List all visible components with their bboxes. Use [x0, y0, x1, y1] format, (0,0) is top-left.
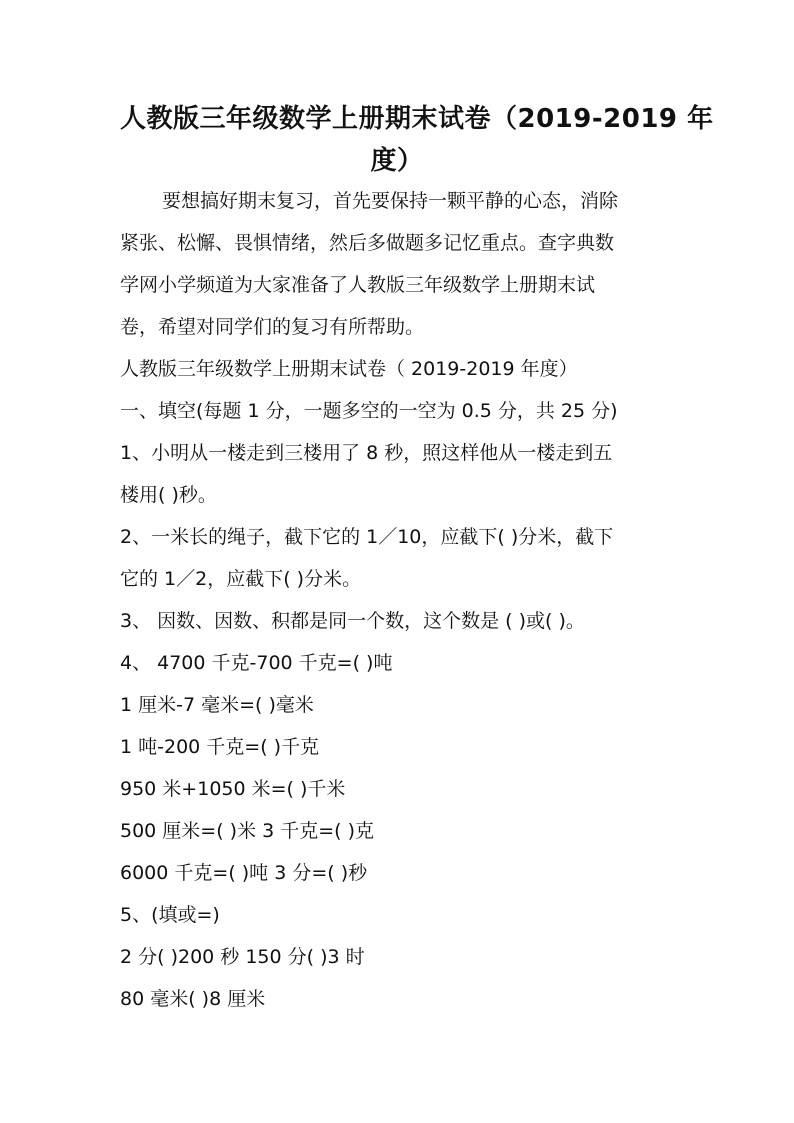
- question-5-heading: 5、(填或=): [120, 904, 220, 926]
- intro-paragraph-line-2: 紧张、松懈、畏惧情绪，然后多做题多记忆重点。查字典数: [120, 232, 615, 254]
- question-4-item: 950 米+1050 米=( )千米: [120, 778, 346, 800]
- intro-paragraph-line-4: 卷，希望对同学们的复习有所帮助。: [120, 316, 425, 338]
- intro-paragraph-line-1: 要想搞好期末复习，首先要保持一颗平静的心态，消除: [162, 190, 619, 212]
- question-1-line-2: 楼用( )秒。: [120, 484, 217, 506]
- question-3: 3、 因数、因数、积都是同一个数，这个数是 ( )或( )。: [120, 610, 585, 632]
- question-2-line-2: 它的 1／2，应截下( )分米。: [120, 568, 362, 590]
- question-5-item: 80 毫米( )8 厘米: [120, 988, 266, 1010]
- question-4-item: 500 厘米=( )米 3 千克=( )克: [120, 820, 375, 842]
- exam-heading: 人教版三年级数学上册期末试卷（ 2019-2019 年度）: [120, 358, 578, 380]
- question-1-line-1: 1、小明从一楼走到三楼用了 8 秒，照这样他从一楼走到五: [120, 442, 613, 464]
- document-title-continued: 度）: [370, 146, 424, 176]
- question-4-item: 1 厘米-7 毫米=( )毫米: [120, 694, 314, 716]
- question-5-item: 2 分( )200 秒 150 分( )3 时: [120, 946, 365, 968]
- document-title: 人教版三年级数学上册期末试卷（2019-2019 年: [120, 104, 714, 134]
- question-4-item: 6000 千克=( )吨 3 分=( )秒: [120, 862, 368, 884]
- question-2-line-1: 2、一米长的绳子，截下它的 1／10，应截下( )分米，截下: [120, 526, 614, 548]
- question-4-item: 1 吨-200 千克=( )千克: [120, 736, 320, 758]
- intro-paragraph-line-3: 学网小学频道为大家准备了人教版三年级数学上册期末试: [120, 274, 596, 296]
- section-fill-in-heading: 一、填空(每题 1 分，一题多空的一空为 0.5 分，共 25 分): [120, 400, 618, 422]
- question-4-item: 4、 4700 千克-700 千克=( )吨: [120, 652, 393, 674]
